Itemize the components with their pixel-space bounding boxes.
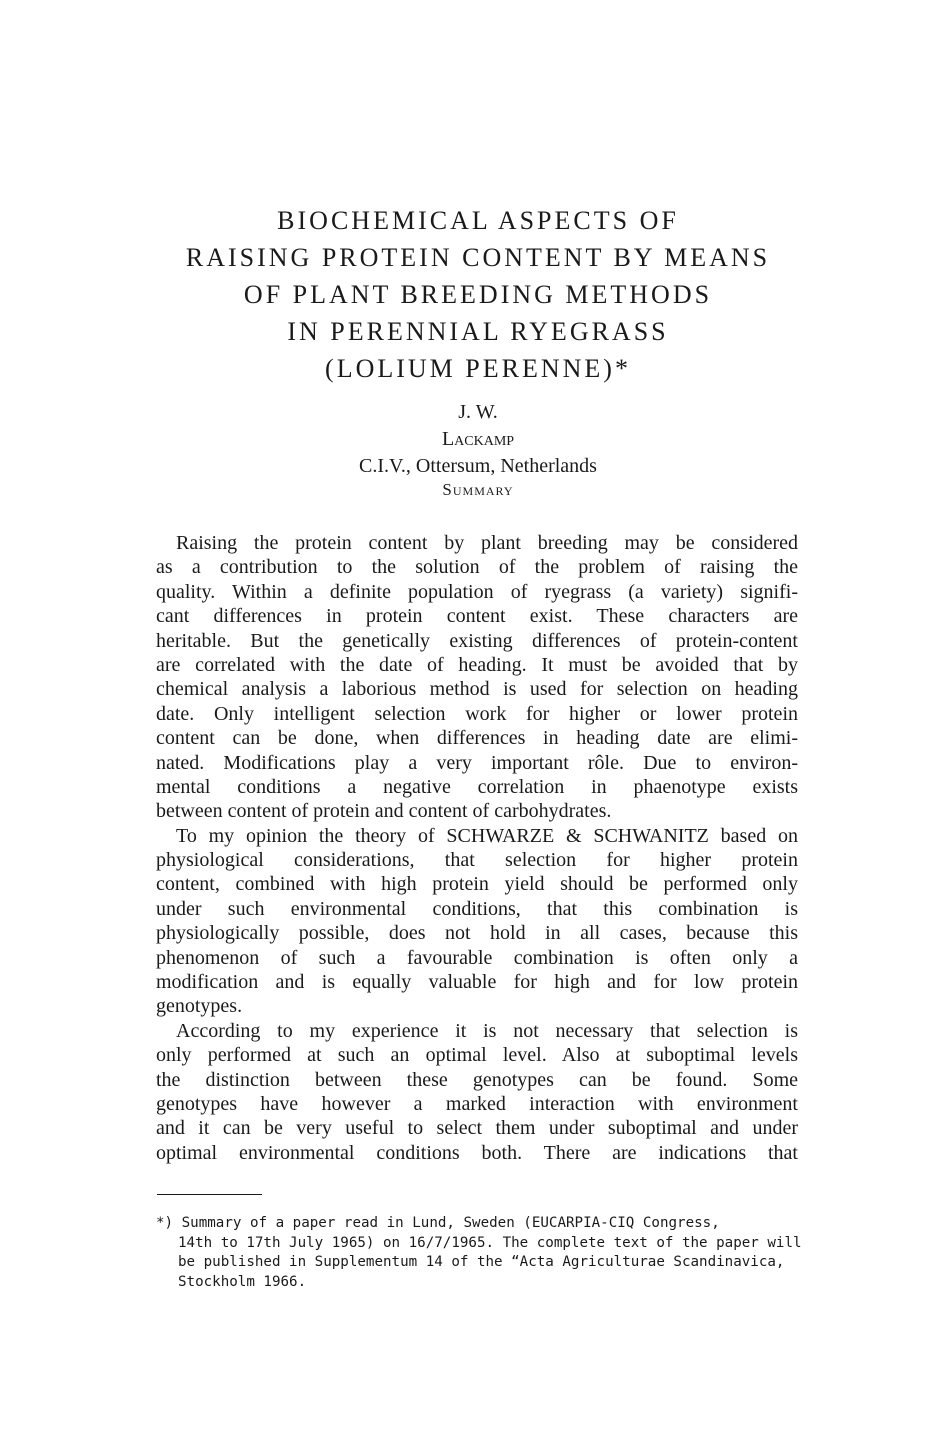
paper-title bbox=[100, 202, 856, 387]
footnote-line: be published in Supplementum 14 of the “Acta Agriculturae Scandinavica, bbox=[178, 1254, 785, 1270]
body-line: physiological considerations, that selection for higher protein bbox=[156, 849, 798, 872]
body-line: physiologically possible, does not hold in all cases, because this bbox=[156, 922, 798, 945]
body-line: nated. Modifications play a very important rôle. Due to environ- bbox=[156, 751, 798, 774]
body-line: content, combined with high protein yield should be performed only bbox=[156, 873, 798, 896]
body-line: only performed at such an optimal level. Also at suboptimal levels bbox=[156, 1044, 798, 1067]
body-line: are correlated with the date of heading. It must be avoided that by bbox=[156, 653, 798, 676]
body-line: the distinction between these genotypes can be found. Some bbox=[156, 1068, 798, 1091]
title-line: BIOCHEMICAL ASPECTS OF bbox=[277, 206, 679, 235]
author-block bbox=[100, 399, 856, 480]
body-line: genotypes. bbox=[156, 995, 243, 1018]
body-line: optimal environmental conditions both. There are indications that bbox=[156, 1141, 798, 1164]
body-line: between content of protein and content of carbohydrates. bbox=[156, 800, 612, 823]
summary-heading: Summary bbox=[442, 480, 514, 499]
body-line: phenomenon of such a favourable combination is often only a bbox=[156, 946, 798, 969]
body-line: content can be done, when differences in heading date are elimi- bbox=[156, 727, 798, 750]
body-line: mental conditions a negative correlation in phaenotype exists bbox=[156, 775, 798, 798]
body-line: cant differences in protein content exist. These characters are bbox=[156, 605, 798, 628]
body-line: date. Only intelligent selection work for higher or lower protein bbox=[156, 702, 798, 725]
body-line: genotypes have however a marked interaction with environment bbox=[156, 1092, 798, 1115]
author-initials: J. W. bbox=[458, 401, 498, 423]
author-affiliation: C.I.V., Ottersum, Netherlands bbox=[359, 455, 597, 477]
author-name bbox=[100, 399, 856, 453]
body-line: To my opinion the theory of SCHWARZE & SCHWANITZ based on bbox=[176, 824, 798, 847]
title-line: RAISING PROTEIN CONTENT BY MEANS bbox=[185, 243, 771, 272]
title-line: IN PERENNIAL RYEGRASS bbox=[287, 317, 669, 346]
footnote-line: 14th to 17th July 1965) on 16/7/1965. The complete text of the paper will bbox=[178, 1234, 802, 1251]
body-line: quality. Within a definite population of ryegrass (a variety) signifi- bbox=[156, 580, 798, 603]
body-line: heritable. But the genetically existing differences of protein-content bbox=[156, 629, 798, 652]
title-line: (LOLIUM PERENNE)* bbox=[325, 354, 631, 383]
footnote-line: Stockholm 1966. bbox=[178, 1273, 307, 1290]
body-line: Raising the protein content by plant breeding may be considered bbox=[176, 532, 798, 554]
body-line: According to my experience it is not necessary that selection is bbox=[176, 1019, 798, 1042]
body-line: under such environmental conditions, that this combination is bbox=[156, 897, 798, 920]
body-line: modification and is equally valuable for high and for low protein bbox=[156, 971, 798, 994]
footnote bbox=[156, 1214, 802, 1292]
author-surname: Lackamp bbox=[441, 428, 515, 450]
summary-body bbox=[156, 531, 798, 1165]
body-line: as a contribution to the solution of the problem of raising the bbox=[156, 556, 798, 579]
body-line: chemical analysis a laborious method is used for selection on heading bbox=[156, 678, 798, 701]
body-line: and it can be very useful to select them under suboptimal and under bbox=[156, 1117, 798, 1140]
footnote-line: *) Summary of a paper read in Lund, Sweden (EUCARPIA-CIQ Congress, bbox=[156, 1215, 720, 1231]
title-line: OF PLANT BREEDING METHODS bbox=[243, 280, 713, 309]
footnote-divider bbox=[157, 1194, 262, 1195]
